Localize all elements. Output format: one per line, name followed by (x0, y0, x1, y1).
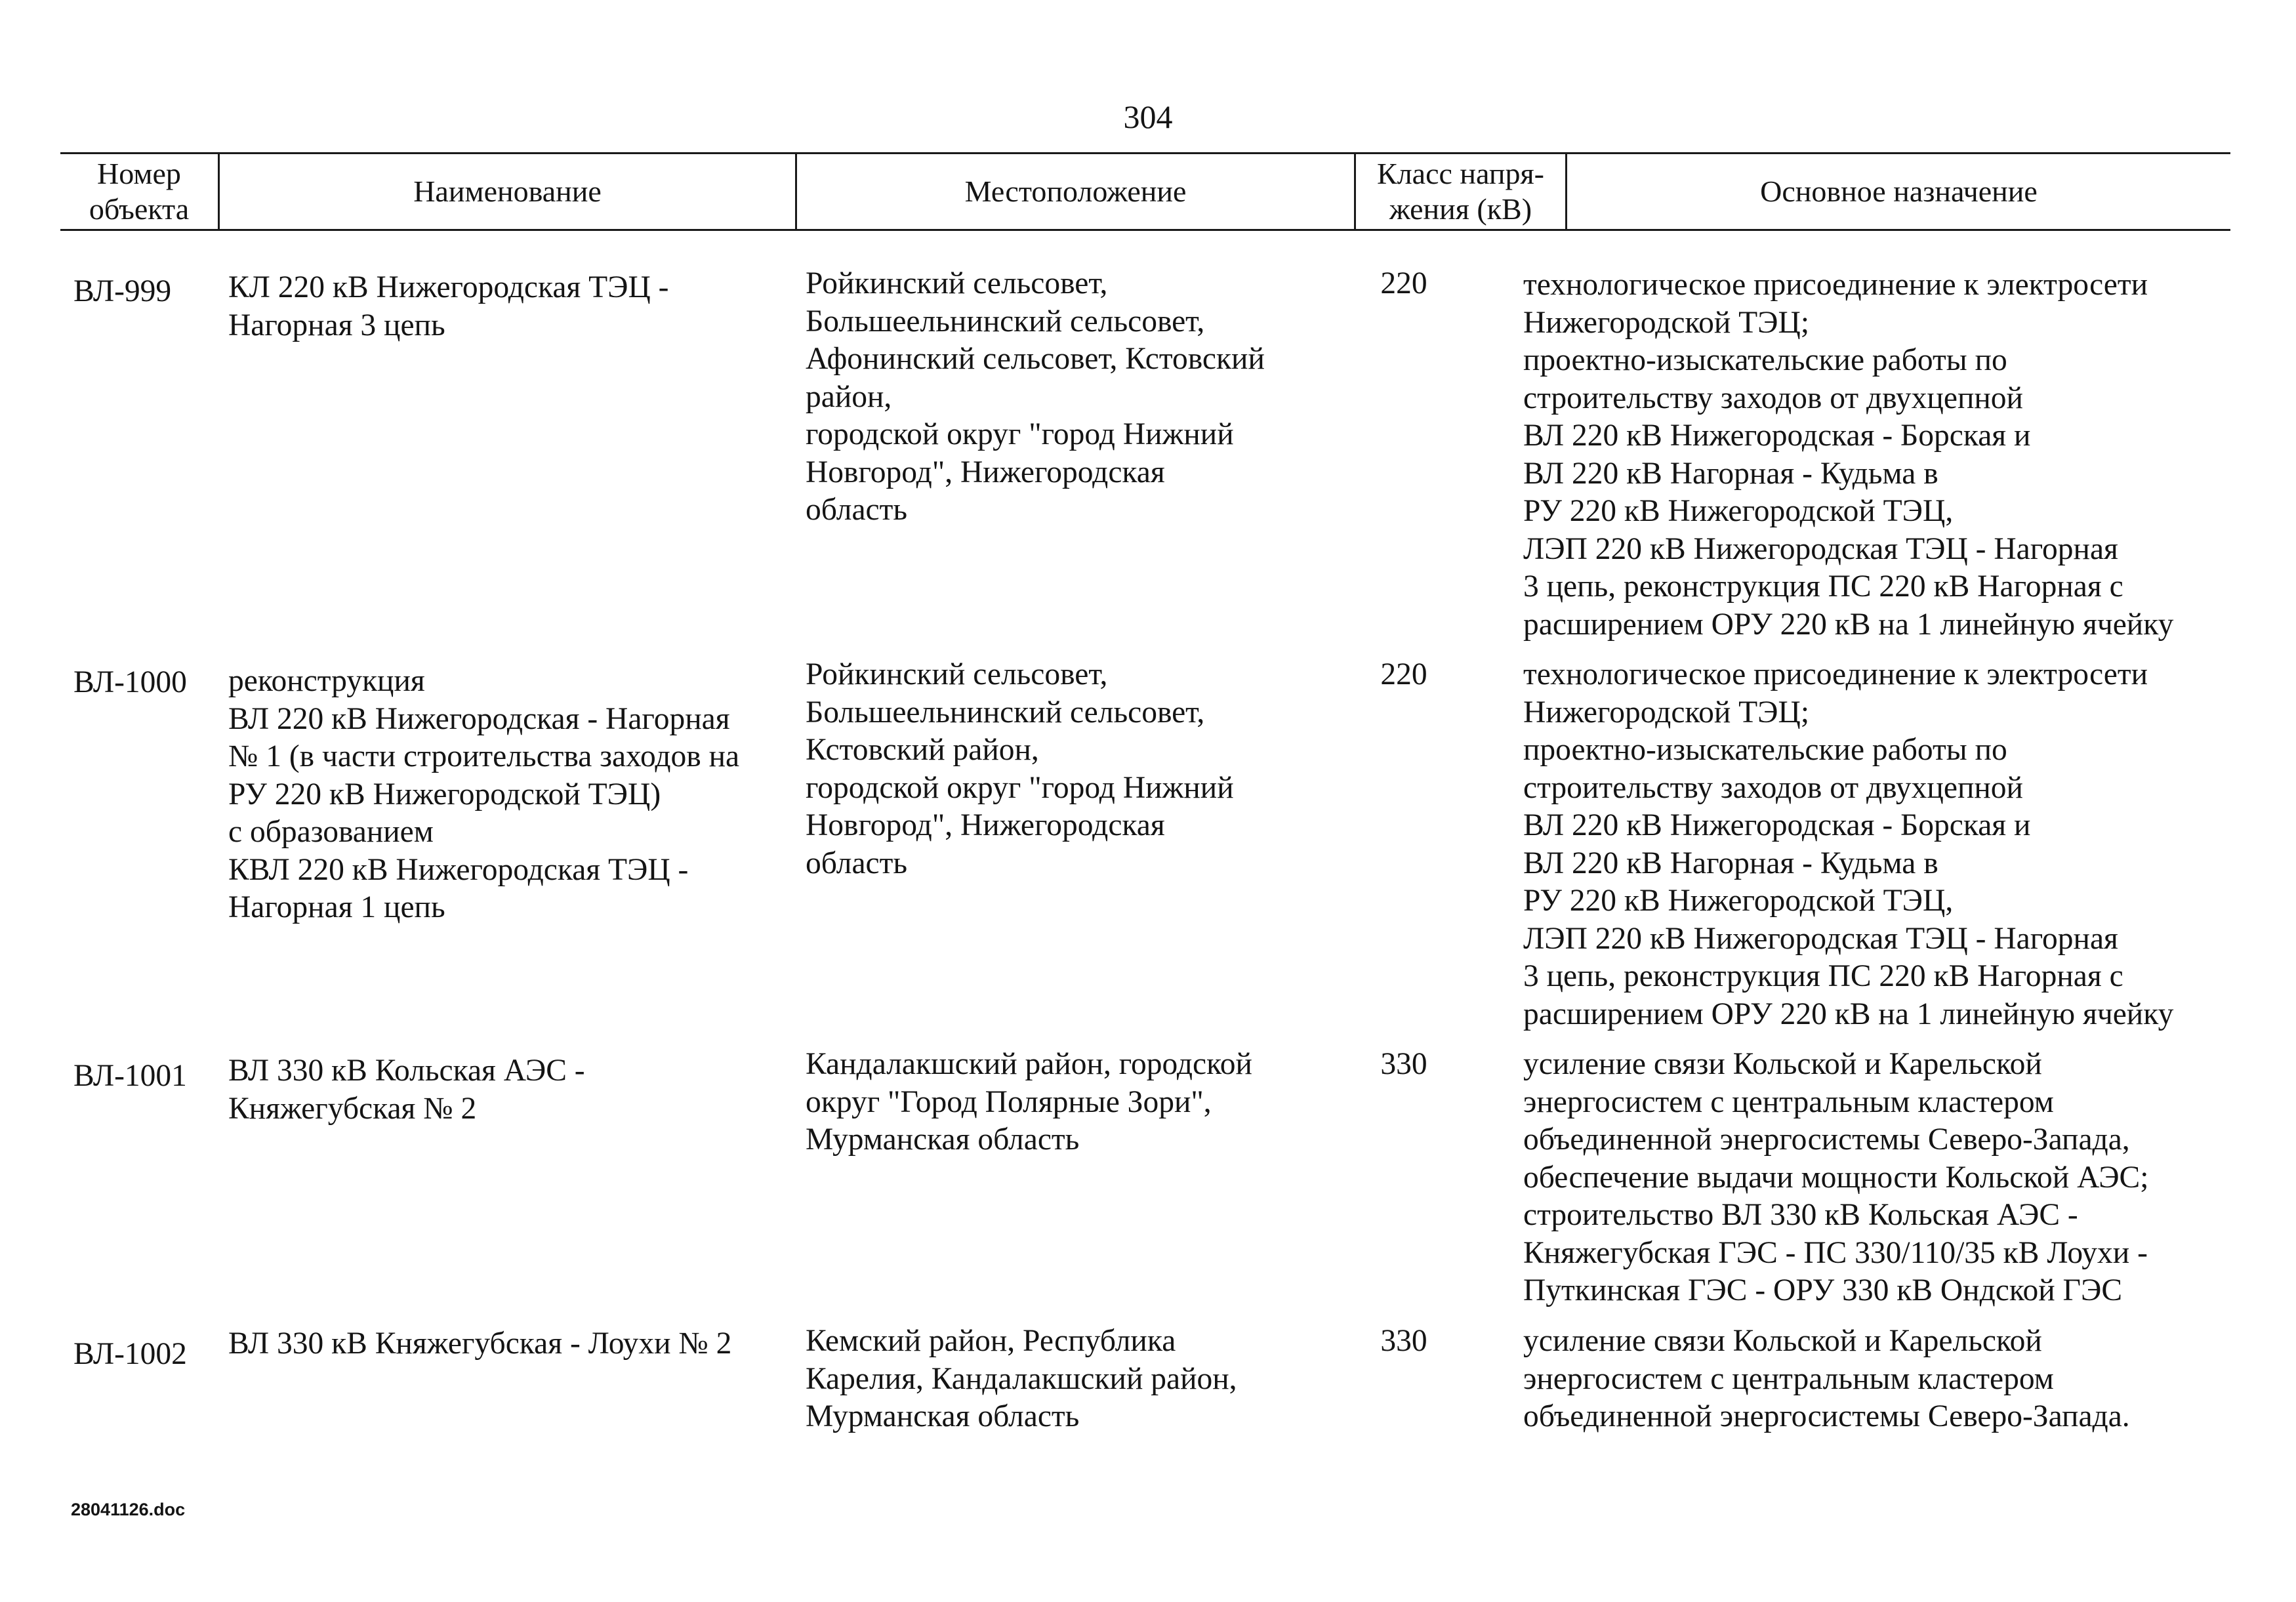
row-2-voltage: 220 (1380, 657, 1427, 691)
row-3-object-number: ВЛ-1001 (73, 1059, 187, 1093)
row-4-purpose: усиление связи Кольской и Карельской энергосистем с центральным кластером объединенной энергосистемы Северо-Запада. (1523, 1324, 2130, 1433)
page-number: 304 (1123, 98, 1173, 135)
header-purpose: Основное назначение (1565, 154, 2230, 229)
row-1-name: КЛ 220 кВ Нижегородская ТЭЦ - Нагорная 3 цепь (228, 270, 669, 342)
row-1-object-number: ВЛ-999 (73, 274, 172, 308)
row-1-location: Ройкинский сельсовет, Большеельнинский сельсовет, Афонинский сельсовет, Кстовский район, городской округ "город Нижний Новгород", Нижегородская область (806, 266, 1265, 527)
row-1-purpose: технологическое присоединение к электросети Нижегородской ТЭЦ; проектно-изыскательские работы по строительству заходов от двухцепной ВЛ 220 кВ Нижегородская - Борская и ВЛ 220 кВ Нагорная - Кудьма в РУ 220 кВ Нижегородской ТЭЦ, ЛЭП 220 кВ Нижегородская ТЭЦ - Нагорная 3 цепь, реконструкция ПС 220 кВ Нагорная с расширением ОРУ 220 кВ на 1 линейную ячейку (1523, 268, 2174, 642)
row-2-object-number: ВЛ-1000 (73, 665, 187, 699)
row-1-voltage: 220 (1380, 266, 1427, 300)
header-voltage-class: Класс напря- жения (кВ) (1354, 154, 1565, 229)
row-2-location: Ройкинский сельсовет, Большеельнинский сельсовет, Кстовский район, городской округ "город Нижний Новгород", Нижегородская область (806, 657, 1234, 880)
row-2-purpose: технологическое присоединение к электросети Нижегородской ТЭЦ; проектно-изыскательские работы по строительству заходов от двухцепной ВЛ 220 кВ Нижегородская - Борская и ВЛ 220 кВ Нагорная - Кудьма в РУ 220 кВ Нижегородской ТЭЦ, ЛЭП 220 кВ Нижегородская ТЭЦ - Нагорная 3 цепь, реконструкция ПС 220 кВ Нагорная с расширением ОРУ 220 кВ на 1 линейную ячейку (1523, 657, 2174, 1031)
row-4-object-number: ВЛ-1002 (73, 1337, 187, 1371)
header-name: Наименование (218, 154, 795, 229)
document-filename: 28041126.doc (71, 1500, 186, 1519)
row-3-name: ВЛ 330 кВ Кольская АЭС - Княжегубская № 2 (228, 1054, 585, 1126)
row-3-voltage: 330 (1380, 1047, 1427, 1081)
row-4-name: ВЛ 330 кВ Княжегубская - Лоухи № 2 (228, 1326, 732, 1361)
header-object-number: Номер объекта (89, 157, 190, 226)
row-3-purpose: усиление связи Кольской и Карельской энергосистем с центральным кластером объединенной энергосистемы Северо-Запада, обеспечение выдачи мощности Кольской АЭС; строительство ВЛ 330 кВ Кольская АЭС - Княжегубская ГЭС - ПС 330/110/35 кВ Лоухи - Путкинская ГЭС - ОРУ 330 кВ Ондской ГЭС (1523, 1047, 2149, 1307)
row-3-location: Кандалакшский район, городской округ "Город Полярные Зори", Мурманская область (806, 1047, 1252, 1157)
row-4-location: Кемский район, Республика Карелия, Кандалакшский район, Мурманская область (806, 1324, 1237, 1433)
row-2-name: реконструкция ВЛ 220 кВ Нижегородская - Нагорная № 1 (в части строительства заходов на РУ 220 кВ Нижегородской ТЭЦ) с образованием КВЛ 220 кВ Нижегородская ТЭЦ - Нагорная 1 цепь (228, 664, 740, 924)
table-header (60, 152, 2230, 231)
row-4-voltage: 330 (1380, 1324, 1427, 1358)
header-location: Местоположение (795, 154, 1354, 229)
